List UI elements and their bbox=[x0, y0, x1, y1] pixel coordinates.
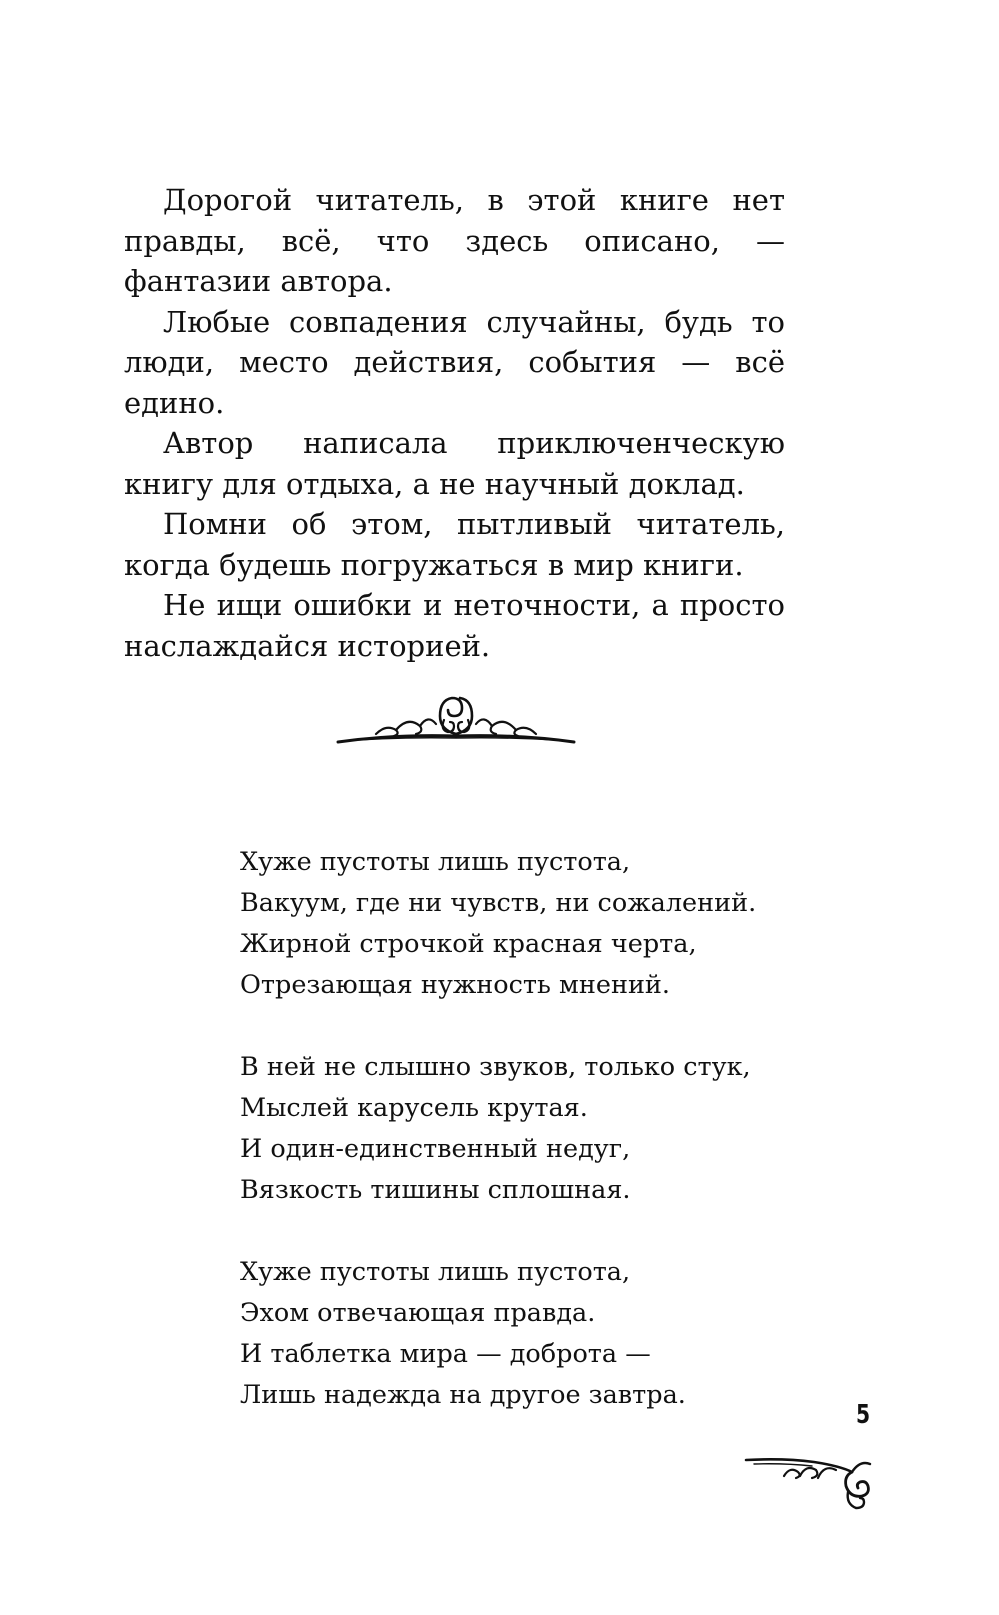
poem-stanza-1 bbox=[240, 842, 800, 1006]
poem-line: Эхом отвечающая правда. bbox=[240, 1298, 596, 1328]
preface-text bbox=[124, 180, 785, 666]
poem-line: В ней не слышно звуков, только стук, bbox=[240, 1052, 751, 1082]
poem-line: Жирной строчкой красная черта, bbox=[240, 929, 697, 959]
poem-line: Хуже пустоты лишь пустота, bbox=[240, 847, 631, 877]
preface-paragraph-1: Дорогой читатель, в этой книге нет правды, всё, что здесь описано, — фантазии автора. bbox=[124, 183, 785, 298]
poem-line: И один-единственный недуг, bbox=[240, 1134, 631, 1164]
poem-line: Мыслей карусель крутая. bbox=[240, 1093, 588, 1123]
preface-paragraph-4: Помни об этом, пытливый читатель, когда будешь погружаться в мир книги. bbox=[124, 507, 785, 582]
poem-line: Хуже пустоты лишь пустота, bbox=[240, 1257, 631, 1287]
preface-paragraph-2: Любые совпадения случайны, будь то люди, место действия, события — всё едино. bbox=[124, 304, 785, 420]
poem-line: И таблетка мира — доброта — bbox=[240, 1339, 651, 1369]
scroll-divider-ornament-icon bbox=[336, 690, 576, 752]
poem-stanza-2 bbox=[240, 1047, 800, 1211]
preface-paragraph-3: Автор написала приключенческую книгу для отдыха, а не научный доклад. bbox=[124, 426, 785, 501]
page-number: 5 bbox=[855, 1400, 871, 1430]
poem-line: Отрезающая нужность мнений. bbox=[240, 970, 671, 1000]
corner-flourish-ornament-icon bbox=[744, 1450, 876, 1510]
poem-line: Вакуум, где ни чувств, ни сожалений. bbox=[240, 888, 757, 918]
poem-line: Лишь надежда на другое завтра. bbox=[240, 1380, 686, 1410]
preface-paragraph-5: Не ищи ошибки и неточности, а просто наслаждайся историей. bbox=[124, 588, 785, 663]
poem bbox=[240, 842, 800, 1457]
poem-stanza-3 bbox=[240, 1252, 800, 1416]
poem-line: Вязкость тишины сплошная. bbox=[240, 1175, 631, 1205]
